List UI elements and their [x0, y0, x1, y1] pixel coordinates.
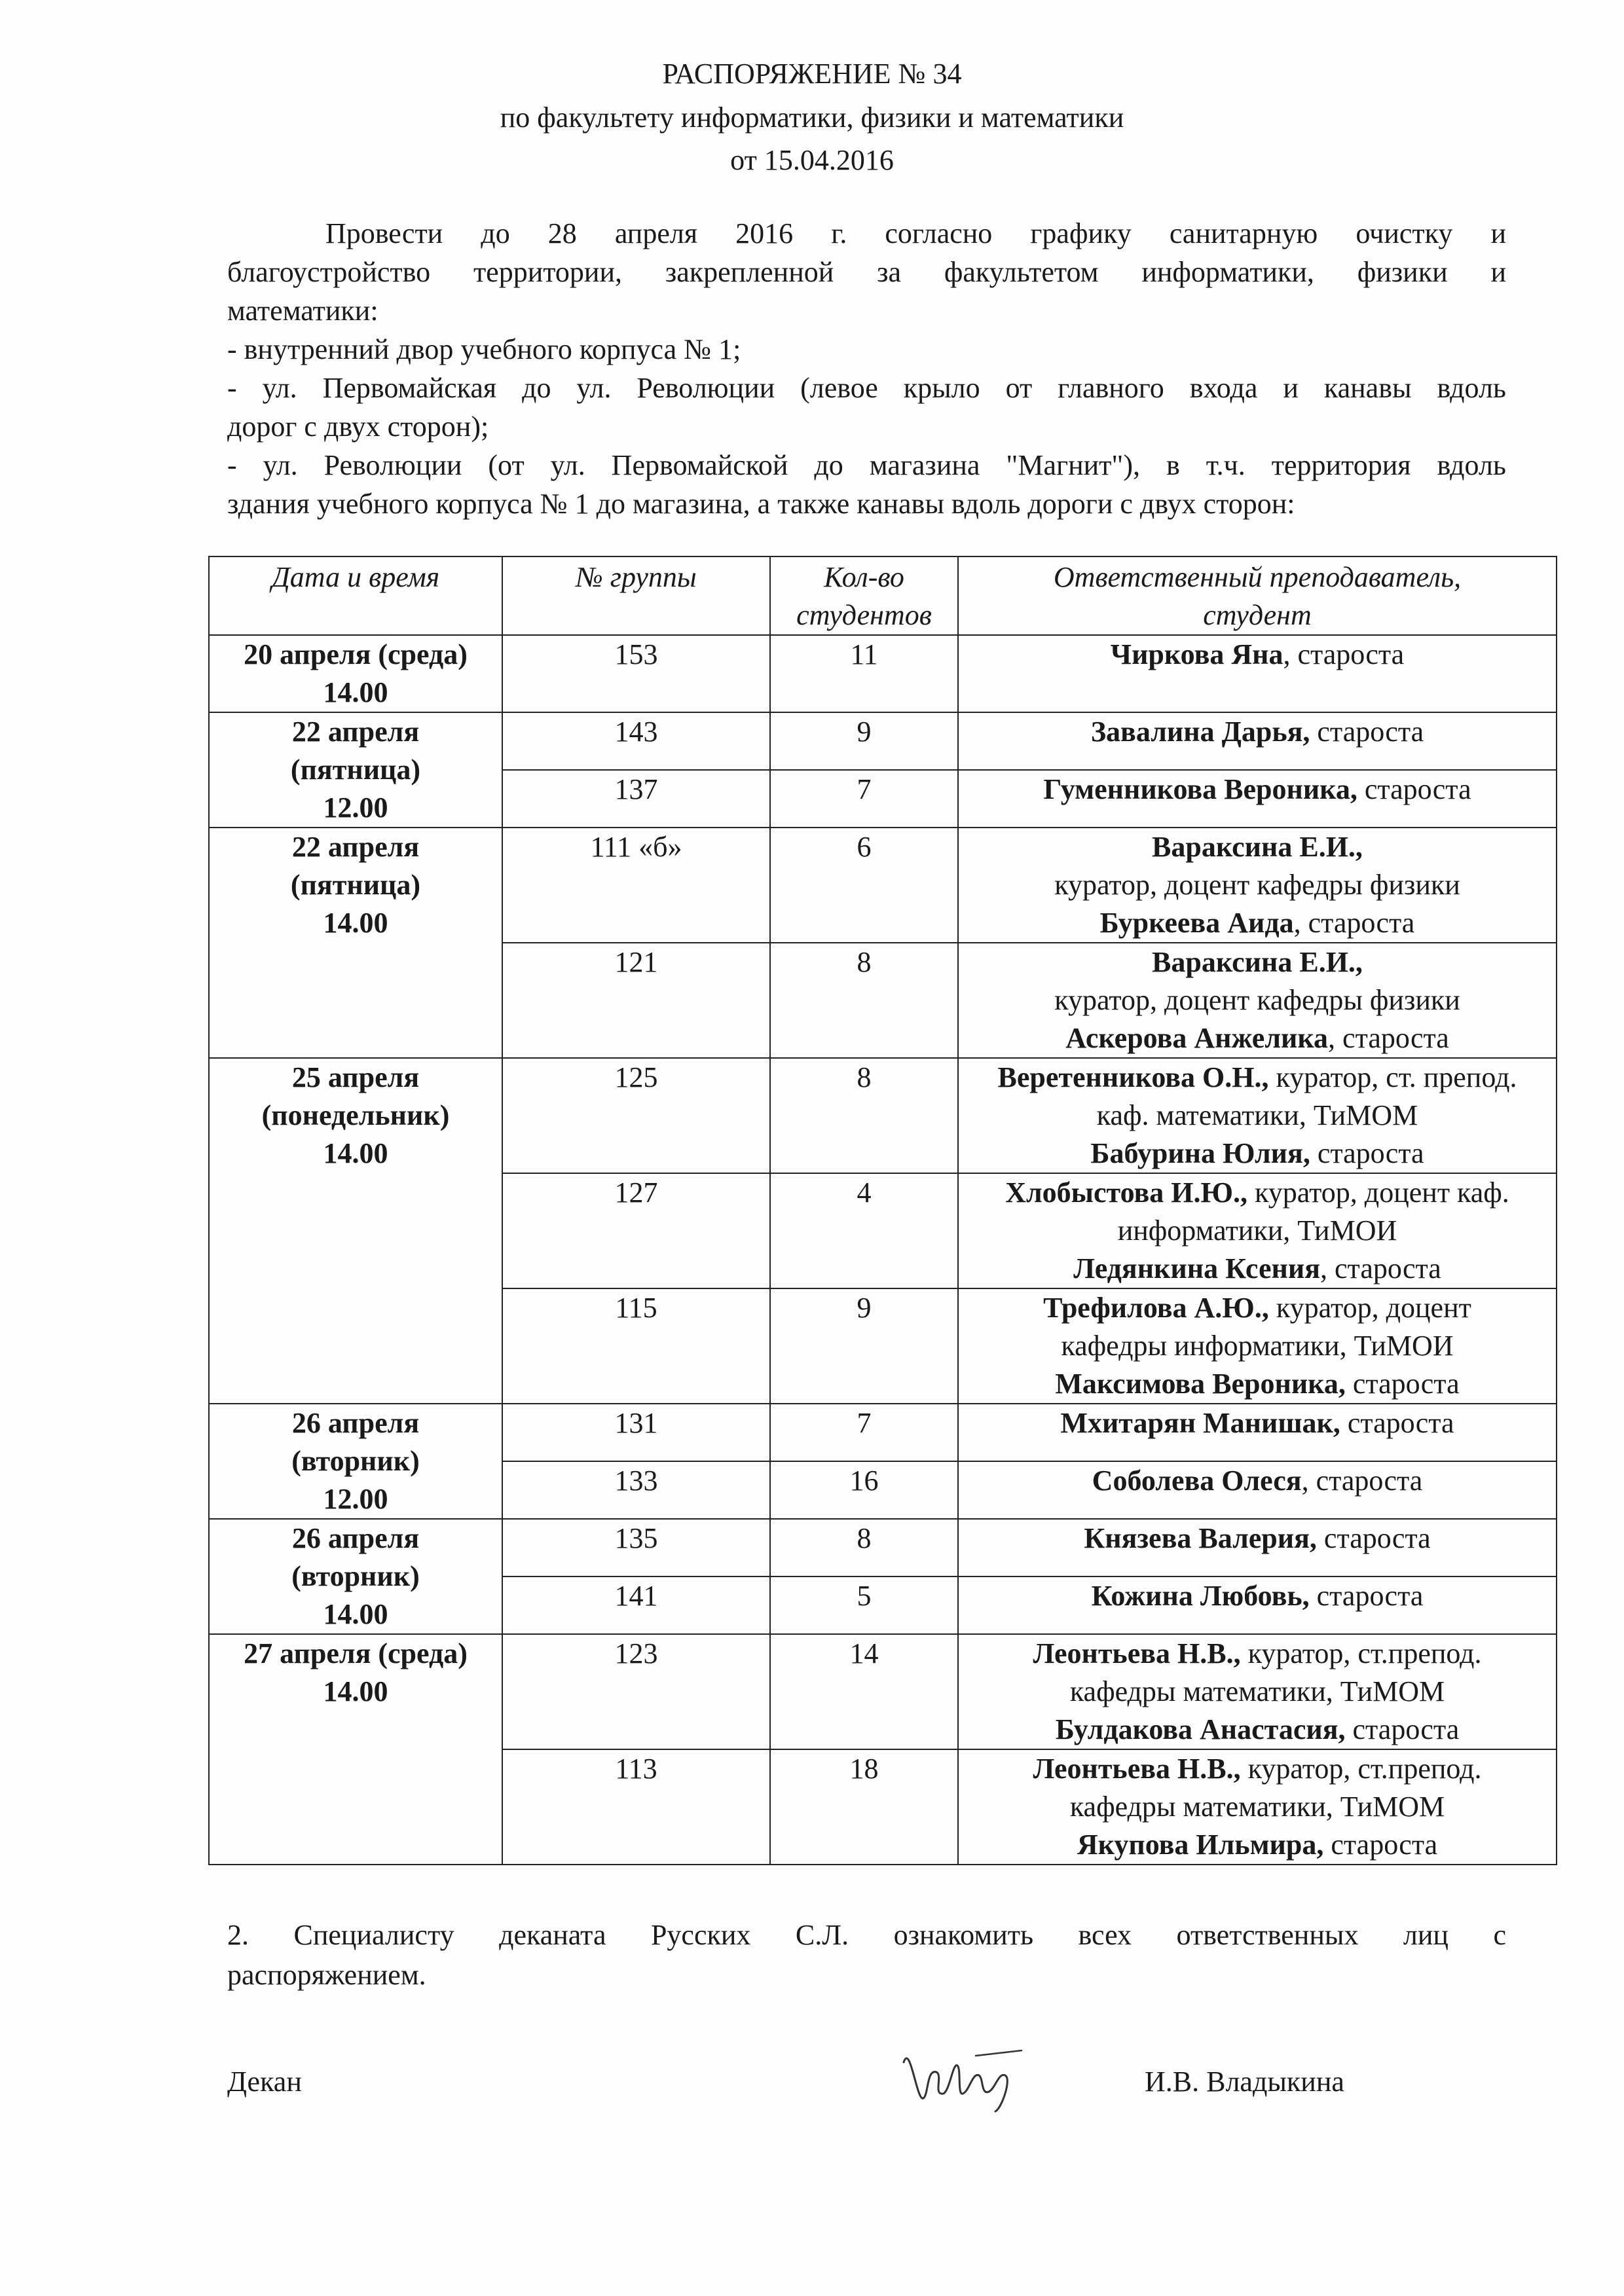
responsible-line	[963, 1212, 1552, 1250]
responsible-line	[963, 1750, 1552, 1788]
responsible-line	[963, 1097, 1552, 1135]
responsible-person-name: Ледянкина Ксения	[1073, 1252, 1321, 1285]
note-line: 2. Специалисту деканата Русских С.Л. ознакомить всех ответственных лиц с	[227, 1919, 1506, 1951]
responsible-line	[963, 1788, 1552, 1826]
student-count-cell: 6	[770, 828, 958, 943]
group-number-cell: 143	[502, 712, 770, 770]
responsible-line	[963, 1635, 1552, 1673]
responsible-person-name: Леонтьева Н.В.,	[1033, 1637, 1241, 1669]
date-time-line: (пятница)	[290, 869, 421, 901]
responsible-role: куратор, доцент каф.	[1247, 1176, 1509, 1209]
responsible-cell	[958, 1058, 1557, 1173]
note-paragraph	[227, 1915, 1506, 1995]
table-row	[209, 828, 1557, 943]
territory-item: - ул. Первомайская до ул. Революции (левое крыло от главного входа и канавы вдоль	[227, 372, 1506, 404]
responsible-role: староста	[1340, 1407, 1454, 1439]
responsible-person-name: Буркеева Аида	[1099, 907, 1294, 939]
responsible-role: , староста	[1320, 1252, 1441, 1285]
student-count-cell: 14	[770, 1634, 958, 1749]
date-time-line: (пятница)	[290, 754, 421, 786]
table-row	[209, 635, 1557, 712]
group-number-cell: 133	[502, 1461, 770, 1519]
responsible-person-name: Кожина Любовь,	[1091, 1580, 1310, 1612]
date-time-line: 26 апреля	[291, 1522, 420, 1554]
responsible-person-name: Мхитарян Манишак,	[1060, 1407, 1340, 1439]
student-count-cell: 5	[770, 1576, 958, 1634]
responsible-person-name: Якупова Ильмира,	[1077, 1829, 1324, 1861]
student-count-cell: 8	[770, 1519, 958, 1576]
header-responsible-line: студент	[1203, 599, 1312, 631]
group-number-cell: 127	[502, 1173, 770, 1288]
responsible-line	[963, 1250, 1552, 1288]
signatory-name: И.В. Владыкина	[1145, 2066, 1344, 2098]
responsible-cell	[958, 635, 1557, 712]
responsible-role: , староста	[1283, 638, 1405, 670]
responsible-person-name: Веретенникова О.Н.,	[997, 1061, 1269, 1093]
header-count-line: Кол-во	[824, 561, 904, 593]
student-count-cell: 4	[770, 1173, 958, 1288]
responsible-line	[963, 981, 1552, 1019]
date-time-line: 14.00	[323, 1137, 388, 1169]
schedule-table	[208, 556, 1557, 1865]
group-number-cell: 153	[502, 635, 770, 712]
responsible-person-name: Чиркова Яна	[1110, 638, 1283, 670]
responsible-cell	[958, 1576, 1557, 1634]
responsible-role: информатики, ТиМОИ	[1117, 1214, 1397, 1247]
responsible-line	[963, 713, 1552, 751]
group-number-cell: 135	[502, 1519, 770, 1576]
responsible-line	[963, 1404, 1552, 1442]
responsible-person-name: Хлобыстова И.Ю.,	[1005, 1176, 1248, 1209]
date-time-line: 14.00	[323, 1598, 388, 1630]
date-time-line: 27 апреля (среда)	[244, 1637, 468, 1669]
intro-line: Провести до 28 апреля 2016 г. согласно графику санитарную очистку и	[325, 217, 1506, 249]
table-header-row	[209, 556, 1557, 635]
date-time-cell	[209, 828, 502, 1058]
date-time-line: 22 апреля	[291, 831, 420, 863]
date-time-cell	[209, 1058, 502, 1404]
header-date: Дата и время	[209, 556, 502, 635]
responsible-person-name: Аскерова Анжелика	[1065, 1022, 1329, 1054]
order-date: от 15.04.2016	[730, 144, 894, 176]
date-time-line: 14.00	[323, 1675, 388, 1707]
responsible-person-name: Соболева Олеся	[1092, 1465, 1302, 1497]
responsible-line	[963, 1462, 1552, 1500]
date-time-cell	[209, 635, 502, 712]
responsible-role: кафедры математики, ТиМОМ	[1069, 1791, 1445, 1823]
responsible-cell	[958, 1404, 1557, 1461]
responsible-line	[963, 866, 1552, 904]
date-time-line: 22 апреля	[291, 716, 420, 748]
responsible-line	[963, 636, 1552, 674]
table-row	[209, 1634, 1557, 1749]
responsible-line	[963, 1135, 1552, 1173]
responsible-line	[963, 1327, 1552, 1365]
responsible-line	[963, 1059, 1552, 1097]
date-time-line: 12.00	[323, 1483, 388, 1515]
note-line: распоряжением.	[227, 1959, 426, 1991]
responsible-line	[963, 943, 1552, 981]
group-number-cell: 121	[502, 943, 770, 1058]
responsible-cell	[958, 770, 1557, 828]
header-responsible	[958, 556, 1557, 635]
intro-line: благоустройство территории, закрепленной за факультетом информатики, физики и	[227, 256, 1506, 288]
responsible-cell	[958, 1173, 1557, 1288]
responsible-cell	[958, 712, 1557, 770]
table-row	[209, 712, 1557, 770]
date-time-cell	[209, 1404, 502, 1519]
responsible-role: староста	[1309, 1580, 1424, 1612]
date-time-line: (понедельник)	[261, 1099, 450, 1131]
responsible-line	[963, 1673, 1552, 1711]
group-number-cell: 131	[502, 1404, 770, 1461]
group-number-cell: 111 «б»	[502, 828, 770, 943]
responsible-person-name: Леонтьева Н.В.,	[1033, 1753, 1241, 1785]
responsible-line	[963, 1019, 1552, 1057]
responsible-person-name: Завалина Дарья,	[1090, 716, 1310, 748]
responsible-role: куратор, доцент	[1268, 1292, 1471, 1324]
header-group: № группы	[502, 556, 770, 635]
responsible-cell	[958, 1519, 1557, 1576]
header-count	[770, 556, 958, 635]
responsible-role: куратор, ст.препод.	[1240, 1753, 1482, 1785]
responsible-role: староста	[1357, 773, 1471, 805]
order-subtitle: по факультету информатики, физики и математики	[500, 101, 1124, 134]
responsible-role: , староста	[1293, 907, 1415, 939]
responsible-line	[963, 828, 1552, 866]
responsible-person-name: Трефилова А.Ю.,	[1043, 1292, 1269, 1324]
date-time-line: 25 апреля	[291, 1061, 420, 1093]
group-number-cell: 141	[502, 1576, 770, 1634]
responsible-role: староста	[1316, 1522, 1431, 1554]
responsible-line	[963, 1826, 1552, 1864]
date-time-cell	[209, 1519, 502, 1634]
handwritten-signature	[897, 2036, 1028, 2115]
territory-item: - ул. Революции (от ул. Первомайской до магазина "Магнит"), в т.ч. территория вдоль	[227, 449, 1506, 481]
responsible-role: староста	[1345, 1713, 1460, 1745]
responsible-person-name: Булдакова Анастасия,	[1055, 1713, 1346, 1745]
responsible-cell	[958, 1749, 1557, 1865]
group-number-cell: 113	[502, 1749, 770, 1865]
responsible-role: , староста	[1328, 1022, 1449, 1054]
student-count-cell: 9	[770, 1288, 958, 1404]
responsible-person-name: Князева Валерия,	[1084, 1522, 1317, 1554]
date-time-cell	[209, 712, 502, 828]
responsible-line	[963, 771, 1552, 809]
territory-item: - внутренний двор учебного корпуса № 1;	[227, 333, 741, 365]
intro-paragraph	[227, 214, 1506, 523]
responsible-role: староста	[1323, 1829, 1438, 1861]
date-time-line: 14.00	[323, 676, 388, 708]
group-number-cell: 137	[502, 770, 770, 828]
responsible-role: староста	[1310, 716, 1424, 748]
responsible-cell	[958, 1634, 1557, 1749]
responsible-role: кафедры информатики, ТиМОИ	[1061, 1330, 1454, 1362]
group-number-cell: 125	[502, 1058, 770, 1173]
date-time-line: 14.00	[323, 907, 388, 939]
responsible-line	[963, 1174, 1552, 1212]
responsible-line	[963, 1365, 1552, 1403]
responsible-role: каф. математики, ТиМОМ	[1096, 1099, 1418, 1131]
student-count-cell: 8	[770, 943, 958, 1058]
table-row	[209, 1058, 1557, 1173]
responsible-role: староста	[1310, 1137, 1424, 1169]
date-time-line: 12.00	[323, 792, 388, 824]
group-number-cell: 115	[502, 1288, 770, 1404]
territory-item: здания учебного корпуса № 1 до магазина, а также канавы вдоль дороги с двух сторон:	[227, 488, 1295, 520]
signatory-role: Декан	[227, 2066, 302, 2098]
responsible-role: куратор, ст.препод.	[1240, 1637, 1482, 1669]
responsible-line	[963, 1520, 1552, 1558]
responsible-cell	[958, 943, 1557, 1058]
responsible-role: куратор, доцент кафедры физики	[1054, 869, 1460, 901]
date-time-line: 20 апреля (среда)	[244, 638, 468, 670]
responsible-cell	[958, 1461, 1557, 1519]
table-row	[209, 1404, 1557, 1461]
responsible-role: , староста	[1301, 1465, 1423, 1497]
responsible-role: куратор, ст. препод.	[1268, 1061, 1517, 1093]
responsible-line	[963, 1289, 1552, 1327]
responsible-person-name: Бабурина Юлия,	[1090, 1137, 1310, 1169]
territory-item: дорог с двух сторон);	[227, 410, 489, 443]
student-count-cell: 7	[770, 770, 958, 828]
responsible-role: староста	[1345, 1368, 1460, 1400]
student-count-cell: 9	[770, 712, 958, 770]
responsible-role: куратор, доцент кафедры физики	[1054, 984, 1460, 1016]
table-row	[209, 1519, 1557, 1576]
responsible-person-name: Гуменникова Вероника,	[1043, 773, 1357, 805]
responsible-cell	[958, 828, 1557, 943]
group-number-cell: 123	[502, 1634, 770, 1749]
date-time-cell	[209, 1634, 502, 1865]
responsible-line	[963, 904, 1552, 942]
student-count-cell: 18	[770, 1749, 958, 1865]
schedule-body	[209, 635, 1557, 1865]
intro-line: математики:	[227, 295, 378, 327]
date-time-line: (вторник)	[291, 1560, 420, 1592]
responsible-role: кафедры математики, ТиМОМ	[1069, 1675, 1445, 1707]
header-responsible-line: Ответственный преподаватель,	[1053, 561, 1462, 593]
responsible-cell	[958, 1288, 1557, 1404]
responsible-line	[963, 1577, 1552, 1615]
date-time-line: (вторник)	[291, 1445, 420, 1477]
student-count-cell: 7	[770, 1404, 958, 1461]
responsible-line	[963, 1711, 1552, 1749]
header-count-line: студентов	[796, 599, 932, 631]
student-count-cell: 16	[770, 1461, 958, 1519]
order-title: РАСПОРЯЖЕНИЕ № 34	[662, 58, 962, 90]
student-count-cell: 8	[770, 1058, 958, 1173]
responsible-person-name: Максимова Вероника,	[1055, 1368, 1346, 1400]
responsible-person-name: Вараксина Е.И.,	[1152, 946, 1363, 978]
student-count-cell: 11	[770, 635, 958, 712]
date-time-line: 26 апреля	[291, 1407, 420, 1439]
responsible-person-name: Вараксина Е.И.,	[1152, 831, 1363, 863]
